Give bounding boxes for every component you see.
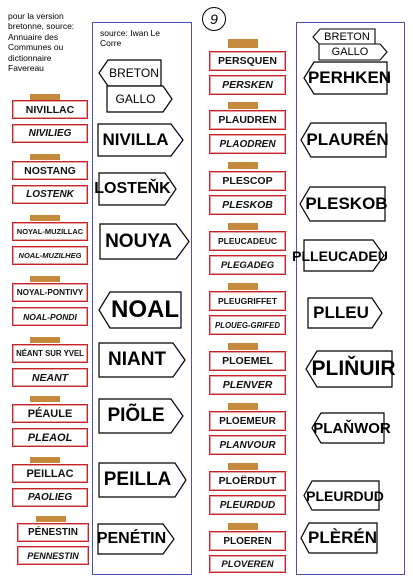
legend-breton-arrow-sign: BRETON (98, 59, 162, 87)
gallo-arrow-sign: PLAŇWOR (311, 412, 385, 444)
french-name-sign: PLESCOP (209, 171, 286, 191)
legend-breton-arrow-sign: BRETON (312, 28, 376, 46)
french-name-sign: PLAUDREN (209, 110, 286, 130)
french-name-sign: PEILLAC (12, 464, 88, 483)
gallo-arrow-sign: PIÕLE (98, 398, 184, 434)
legend-gallo-arrow-sign: GALLO (318, 43, 388, 61)
breton-name-sign: PLEAOL (12, 428, 88, 447)
breton-name-sign: PLESKOB (209, 195, 286, 215)
sign-post (30, 276, 60, 282)
gallo-arrow-sign: NIANT (98, 342, 186, 378)
sign-post (228, 403, 258, 410)
sign-post (30, 215, 60, 221)
french-name-sign: NOYAL-MUZILLAC (12, 222, 88, 241)
source-note: source: Iwan Le Corre (100, 28, 161, 49)
breton-name-sign: PLENVER (209, 375, 286, 395)
gallo-arrow-sign: PLÈRÉN (300, 522, 378, 554)
french-name-sign: PÉAULE (12, 404, 88, 423)
gallo-arrow-sign: PEILLA (98, 462, 187, 498)
breton-name-sign: PLOVEREN (209, 555, 286, 573)
french-name-sign: PÉNESTIN (17, 523, 89, 542)
french-name-sign: PLOEMEUR (209, 411, 286, 431)
sign-post (30, 396, 60, 402)
intro-note: pour la version bretonne, source: Annuaire des Communes ou dictionnaire Favereau (8, 11, 75, 74)
sign-post (228, 102, 258, 109)
gallo-arrow-sign: PERHKEN (303, 61, 388, 95)
gallo-arrow-sign: PENÉTIN (97, 523, 175, 555)
breton-name-sign: PLAODREN (209, 134, 286, 154)
page-number: 9 (202, 7, 226, 31)
french-name-sign: PLEUCADEUC (209, 231, 286, 251)
breton-name-sign: PERSKEN (209, 75, 286, 95)
breton-name-sign: PLOUEG-GRIFED (209, 315, 286, 335)
french-name-sign: NOYAL-PONTIVY (12, 283, 88, 302)
sign-post (30, 154, 60, 160)
breton-name-sign: NOAL-PONDI (12, 307, 88, 326)
french-name-sign: PLEUGRIFFET (209, 291, 286, 311)
sign-post (228, 463, 258, 470)
sign-post (36, 516, 66, 522)
gallo-arrow-sign: PLEURDUD (303, 480, 380, 511)
french-name-sign: PERSQUEN (209, 51, 286, 71)
french-name-sign: NIVILLAC (12, 100, 88, 119)
french-name-sign: NÉANT SUR YVEL (12, 344, 88, 363)
legend-gallo-arrow-sign: GALLO (106, 85, 173, 113)
gallo-arrow-sign: PLAURÉN (300, 122, 387, 158)
gallo-arrow-sign: PLIŇUIR (305, 350, 393, 388)
sign-post (228, 39, 258, 48)
sign-post (228, 223, 258, 230)
french-name-sign: NOSTANG (12, 161, 88, 180)
breton-name-sign: PLEGADEG (209, 255, 286, 275)
french-name-sign: PLOËRDUT (209, 471, 286, 491)
breton-name-sign: PENNESTIN (17, 546, 89, 565)
breton-name-sign: NIVILIEG (12, 124, 88, 143)
sign-post (30, 457, 60, 463)
breton-name-sign: NOAL-MUZILHEG (12, 246, 88, 265)
gallo-arrow-sign: PLESKOB (299, 186, 386, 222)
breton-name-sign: PLEURDUD (209, 495, 286, 515)
gallo-arrow-sign: NOUYA (99, 223, 190, 260)
gallo-arrow-sign: NOAL (98, 291, 182, 329)
sign-post (228, 343, 258, 350)
breton-name-sign: LOSTENK (12, 185, 88, 204)
sign-post (228, 523, 258, 530)
breton-name-sign: PAOLIEG (12, 488, 88, 507)
gallo-arrow-sign: PLLEUCADEU (303, 239, 385, 272)
sign-post (228, 283, 258, 290)
gallo-arrow-sign: PLLEU (307, 297, 383, 329)
french-name-sign: PLOEMEL (209, 351, 286, 371)
gallo-arrow-sign: NIVILLA (97, 123, 184, 157)
french-name-sign: PLOEREN (209, 531, 286, 551)
sign-post (228, 162, 258, 169)
gallo-arrow-sign: LOSTEŇK (98, 172, 177, 206)
breton-name-sign: PLANVOUR (209, 435, 286, 455)
sign-post (30, 337, 60, 343)
breton-name-sign: NEANT (12, 368, 88, 387)
